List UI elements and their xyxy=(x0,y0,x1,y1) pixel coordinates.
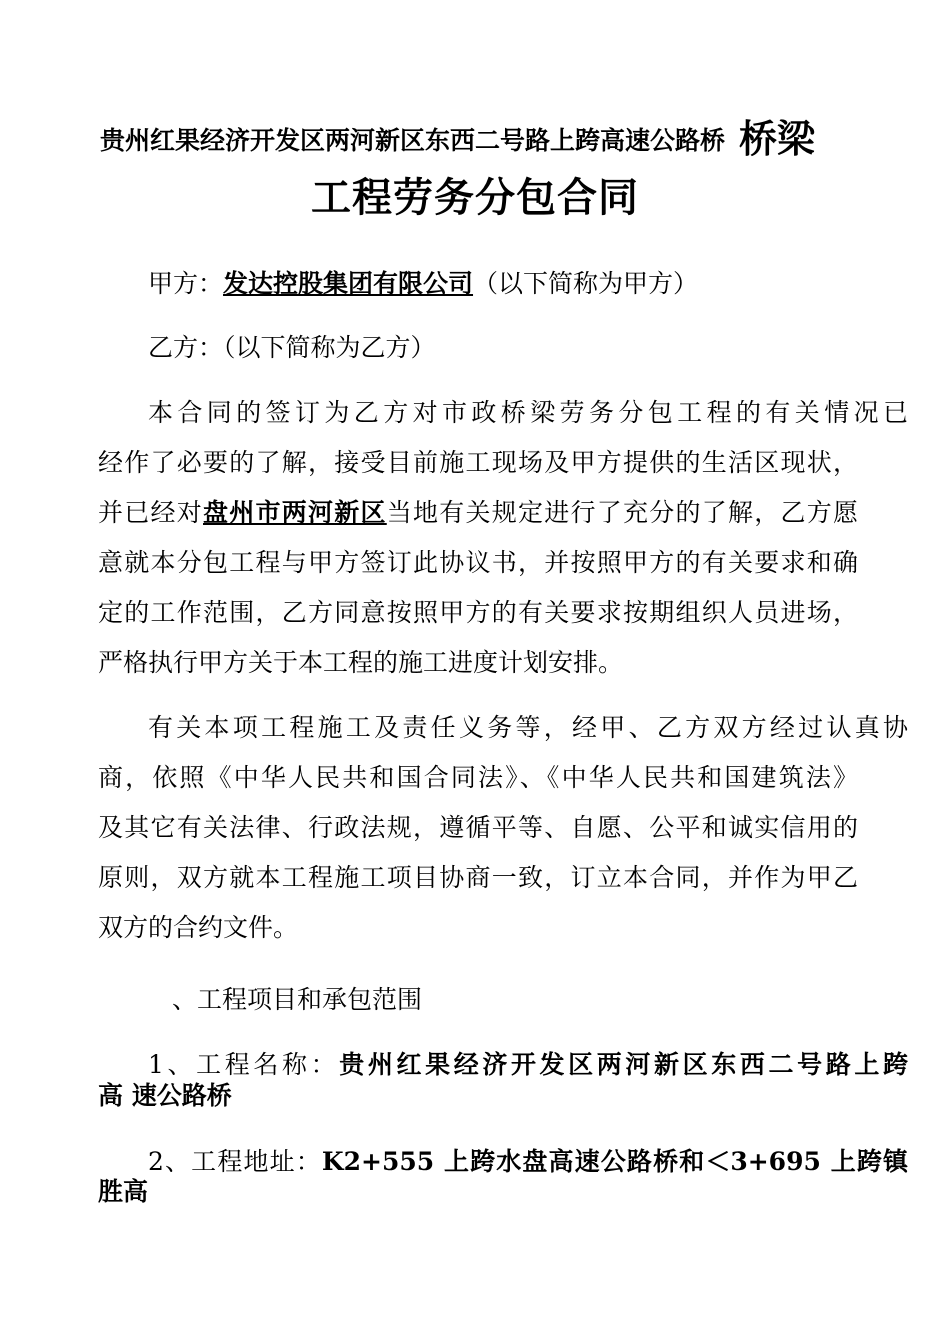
section-heading: 、工程项目和承包范围 xyxy=(172,985,423,1014)
item1-value-a: 贵州红果经济开发区两河新区东西二号路上跨 xyxy=(339,1050,908,1079)
party-b-line xyxy=(98,328,908,368)
para1-line-3 xyxy=(98,493,858,533)
title-line-2: 工程劳务分包合同 xyxy=(311,174,639,221)
para2-line-1: 有关本项工程施工及责任义务等，经甲、乙方双方经过认真协 xyxy=(148,713,908,742)
para2-line-2: 商，依照《中华人民共和国合同法》、《中华人民共和国建筑法》 xyxy=(98,763,858,792)
title-main: 贵州红果经济开发区两河新区东西二号路上跨高速公路桥 xyxy=(100,126,726,155)
para1-place: 盘州市两河新区 xyxy=(203,498,387,527)
para1-line-5: 定的工作范围，乙方同意按照甲方的有关要求按期组织人员进场， xyxy=(98,598,858,627)
para1-line-4: 意就本分包工程与甲方签订此协议书，并按照甲方的有关要求和确 xyxy=(98,548,858,577)
para2-line-4: 原则，双方就本工程施工项目协商一致，订立本合同，并作为甲乙 xyxy=(98,863,858,892)
para2-line-3: 及其它有关法律、行政法规，遵循平等、自愿、公平和诚实信用的 xyxy=(98,813,858,842)
item2-value-a: K2+555 上跨水盘高速公路桥和＜3+695 上跨镇 xyxy=(321,1147,908,1176)
para1-line-6: 严格执行甲方关于本工程的施工进度计划安排。 xyxy=(98,648,624,677)
item1-value-b: 高 速公路桥 xyxy=(98,1081,232,1110)
party-b-label: 乙方： xyxy=(148,333,224,362)
para2-line-5: 双方的合约文件。 xyxy=(98,913,299,942)
para1-line-3-post: 当地有关规定进行了充分的了解，乙方愿 xyxy=(386,498,858,527)
item2-value-b: 胜高 xyxy=(98,1177,149,1206)
para1-line-2: 经作了必要的了解，接受目前施工现场及甲方提供的生活区现状， xyxy=(98,448,858,477)
para1-line-3-pre: 并已经对 xyxy=(98,498,203,527)
party-a-label: 甲方： xyxy=(148,269,224,298)
item2-label: 2、工程地址： xyxy=(148,1147,322,1176)
para1-line-1: 本合同的签订为乙方对市政桥梁劳务分包工程的有关情况已 xyxy=(148,398,908,427)
party-b-note: （以下简称为乙方） xyxy=(223,333,436,362)
party-a-line xyxy=(98,264,908,304)
party-a-name: 发达控股集团有限公司 xyxy=(223,269,474,298)
party-a-note: （以下简称为甲方） xyxy=(473,269,699,298)
item1-label: 1、工程名称： xyxy=(148,1050,340,1079)
title-line-1 xyxy=(100,108,860,163)
title-big: 桥梁 xyxy=(739,116,816,161)
